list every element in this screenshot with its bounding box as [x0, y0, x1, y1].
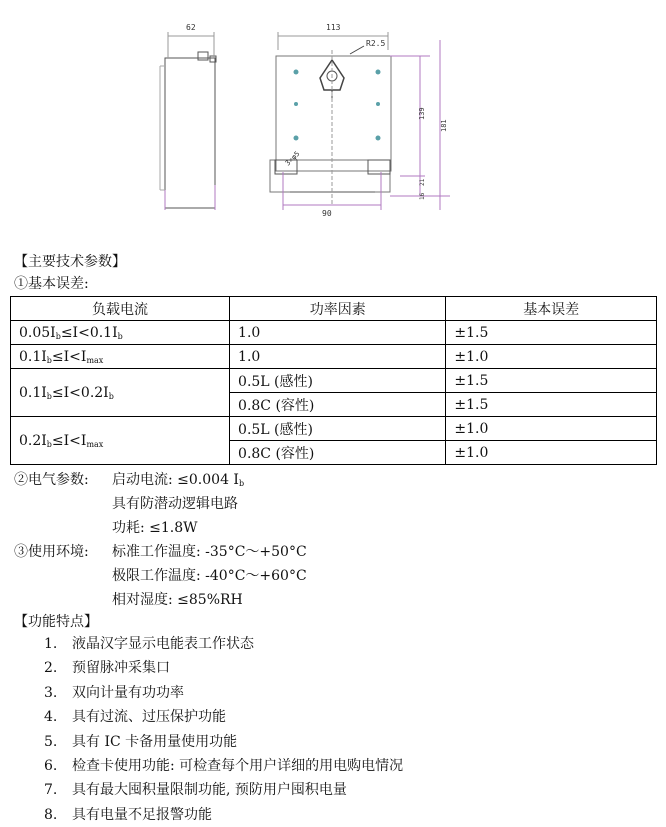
header-power-factor: 功率因素 — [230, 297, 446, 321]
table-row — [11, 321, 657, 345]
header-basic-error: 基本误差 — [446, 297, 657, 321]
cell-current: $0.05I_b\le I<0.1I_b$ — [11, 321, 230, 345]
list-item: 2. 预留脉冲采集口 — [44, 660, 170, 677]
table-row — [11, 417, 657, 441]
cell-current: $0.1I_b\le I<0.2I_b$ — [11, 369, 230, 417]
mounting-holes — [294, 70, 381, 141]
table-row — [11, 345, 657, 369]
cell-power-factor: 1.0 — [230, 321, 446, 345]
cell-power-factor: 0.5L (感性) — [230, 369, 446, 393]
list-item: 3. 双向计量有功功率 — [44, 684, 184, 701]
power-consumption: 功耗: ≤1.8W — [112, 520, 198, 536]
anti-creep: 具有防潜动逻辑电路 — [112, 496, 238, 512]
side-body — [165, 58, 215, 208]
cell-power-factor: 0.5L (感性) — [230, 417, 446, 441]
cell-power-factor: 0.8C (容性) — [230, 393, 446, 417]
side-view — [160, 32, 216, 210]
dim-depth: 62 — [186, 23, 196, 32]
meter-dimension-drawing — [0, 0, 666, 222]
table-header-row — [11, 297, 657, 321]
cell-error: ±1.5 — [446, 321, 657, 345]
list-item: 7. 具有最大囤积量限制功能, 预防用户囤积电量 — [44, 782, 347, 799]
dim-hole: R2.5 — [366, 39, 386, 48]
cell-error: ±1.0 — [446, 417, 657, 441]
feature-list — [44, 632, 403, 827]
start-current: 启动电流: ≤0.004 $I_b$ — [112, 472, 245, 488]
cell-current: $0.2I_b\le I<I_{max}$ — [11, 417, 230, 465]
header-load-current: 负载电流 — [11, 297, 230, 321]
list-item: 5. 具有 IC 卡备用量使用功能 — [44, 733, 238, 750]
cell-error: ±1.0 — [446, 441, 657, 465]
dim-slot: 3×φ5 — [283, 149, 302, 168]
basic-error-table — [10, 296, 657, 465]
dim-height: 139 — [418, 107, 426, 120]
limit-temperature: 极限工作温度: -40°C～+60°C — [112, 568, 307, 584]
cell-error: ±1.0 — [446, 345, 657, 369]
cell-power-factor: 0.8C (容性) — [230, 441, 446, 465]
dim-side-b: 16 — [419, 192, 426, 200]
relative-humidity: 相对湿度: ≤85%RH — [112, 592, 243, 608]
dim-total-height: 181 — [440, 119, 448, 132]
table-row — [11, 369, 657, 393]
list-item: 4. 具有过流、过压保护功能 — [44, 709, 226, 726]
dim-hole-spacing: 90 — [322, 209, 332, 218]
front-view — [270, 32, 391, 210]
cell-error: ±1.5 — [446, 369, 657, 393]
list-item: 1. 液晶汉字显示电能表工作状态 — [44, 636, 254, 652]
list-item: 8. 具有电量不足报警功能 — [44, 806, 212, 823]
cell-power-factor: 1.0 — [230, 345, 446, 369]
side-hook — [198, 52, 208, 60]
environment-label: ③使用环境: — [14, 544, 89, 560]
cell-current: $0.1I_b\le I<I_{max}$ — [11, 345, 230, 369]
list-item: 6. 检查卡使用功能: 可检查每个用户详细的用电购电情况 — [44, 757, 404, 774]
electrical-label: ②电气参数: — [14, 472, 89, 488]
dim-width: 113 — [326, 23, 341, 32]
cell-error: ±1.5 — [446, 393, 657, 417]
standard-temperature: 标准工作温度: -35°C～+50°C — [112, 544, 307, 560]
dim-side-a: 21 — [419, 178, 426, 186]
section-features: 【功能特点】 — [14, 614, 98, 630]
section-basic-error: ①基本误差: — [14, 276, 89, 292]
section-main-params: 【主要技术参数】 — [14, 254, 126, 270]
